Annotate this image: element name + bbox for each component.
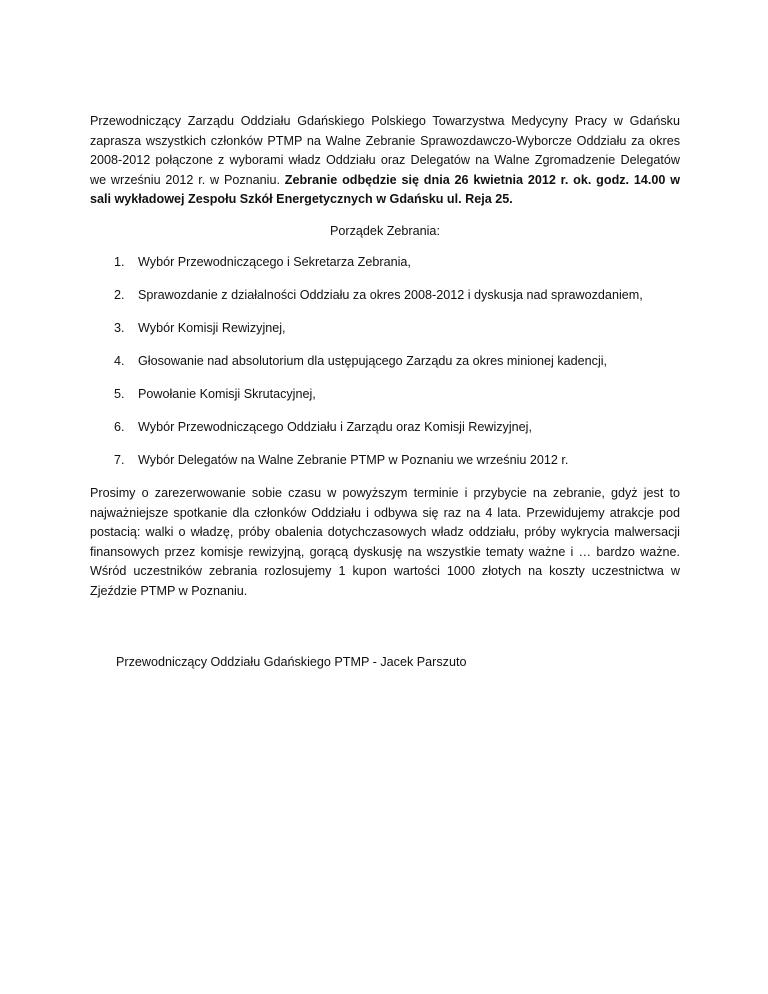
item-number: 6. <box>114 420 125 434</box>
intro-text: Przewodniczący Zarządu Oddziału Gdańskiego Polskiego Towarzystwa Medycyny Pracy w Gdańsku zaprasza wszystkich członków PTMP na Walne Zebranie Sprawozdawczo-Wyborcze Oddziału za okres 2008-2012 połączone z wyborami władz Oddziału oraz Delegatów na Walne Zgromadzenie Delegatów we wrześniu 2012 r. w Poznaniu. <box>90 114 680 187</box>
signature-line: Przewodniczący Oddziału Gdańskiego PTMP - Jacek Parszuto <box>116 655 467 669</box>
item-text: Wybór Komisji Rewizyjnej, <box>138 321 286 335</box>
list-item <box>90 253 680 273</box>
document-page <box>90 112 680 673</box>
item-text: Głosowanie nad absolutorium dla ustępującego Zarządu za okres minionej kadencji, <box>138 354 608 368</box>
item-text: Wybór Przewodniczącego i Sekretarza Zebrania, <box>138 255 411 269</box>
item-text: Powołanie Komisji Skrutacyjnej, <box>138 387 316 401</box>
meeting-details: Zebranie odbędzie się dnia 26 kwietnia 2012 r. ok. godz. 14.00 w sali wykładowej Zespołu Szkół Energetycznych w Gdańsku ul. Reja 25. <box>90 172 680 206</box>
agenda-heading: Porządek Zebrania: <box>330 223 440 238</box>
agenda-list <box>90 253 680 471</box>
list-item <box>90 319 680 339</box>
item-number: 1. <box>114 255 125 269</box>
item-text: Wybór Delegatów na Walne Zebranie PTMP w Poznaniu we wrześniu 2012 r. <box>138 453 569 467</box>
item-text: Wybór Przewodniczącego Oddziału i Zarządu oraz Komisji Rewizyjnej, <box>138 420 532 434</box>
intro-paragraph <box>90 112 680 210</box>
closing-paragraph: Prosimy o zarezerwowanie sobie czasu w powyższym terminie i przybycie na zebranie, gdyż jest to najważniejsze spotkanie dla członków Oddziału i odbywa się raz na 4 lata. Przewidujemy atrakcje pod postacią: walki o władzę, próby obalenia dotychczasowych władz oddziału, próby wykrycia malwersacji finansowych przez komisje rewizyjną, gorącą dyskusję na wszystkie tematy ważne i … bardzo ważne. Wśród uczestników zebrania rozlosujemy 1 kupon wartości 1000 złotych na koszty uczestnictwa w Zjeździe PTMP w Poznaniu. <box>90 486 680 598</box>
item-number: 3. <box>114 321 125 335</box>
item-number: 4. <box>114 354 125 368</box>
list-item <box>90 286 680 306</box>
item-number: 2. <box>114 288 125 302</box>
list-item <box>90 451 680 471</box>
item-number: 7. <box>114 453 125 467</box>
item-number: 5. <box>114 387 125 401</box>
list-item <box>90 385 680 405</box>
list-item <box>90 352 680 372</box>
item-text: Sprawozdanie z działalności Oddziału za okres 2008-2012 i dyskusja nad sprawozdaniem, <box>138 288 643 302</box>
list-item <box>90 418 680 438</box>
